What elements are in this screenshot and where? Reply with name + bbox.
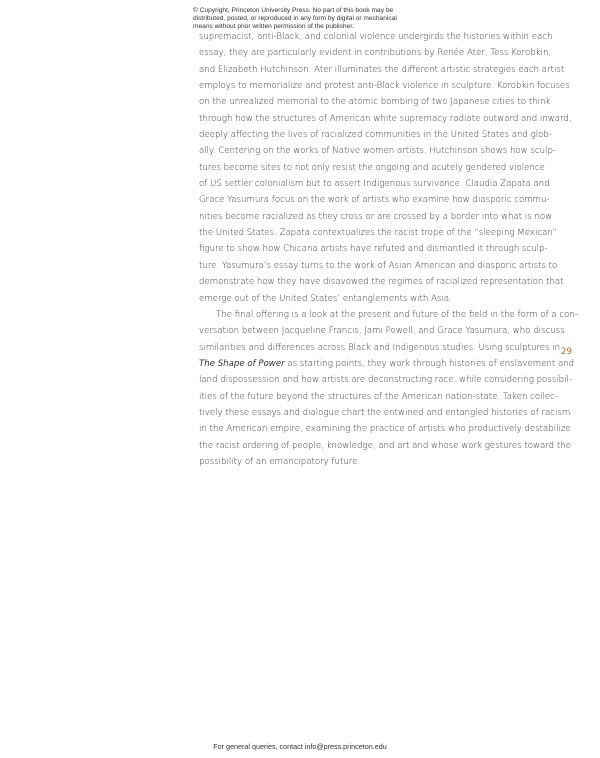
- copyright-line: means without prior written permission of the publisher.: [193, 23, 354, 30]
- copyright-notice: [193, 7, 433, 31]
- text-line: versation between Jacqueline Francis, Jami Powell, and Grace Yasumura, who discuss: [199, 326, 565, 337]
- text-line: Grace Yasumura focus on the work of artists who examine how diasporic commu-: [199, 195, 550, 206]
- footer-contact: For general queries, contact info@press.princeton.edu: [213, 742, 387, 751]
- text-line: and Elizabeth Hutchinson. Ater illuminates the different artistic strategies each artist: [199, 64, 565, 75]
- text-line: ally. Centering on the works of Native women artists, Hutchinson shows how sculp-: [199, 146, 557, 157]
- text-line: The final offering is a look at the present and future of the field in the form of a con-: [216, 309, 578, 320]
- text-line: the racist ordering of people, knowledge, and art and whose work gestures toward the: [199, 440, 571, 451]
- text-line: on the unrealized memorial to the atomic bombing of two Japanese cities to think: [199, 97, 551, 108]
- text-line: possibility of an emancipatory future.: [199, 456, 361, 467]
- book-title: The Shape of Power: [199, 358, 285, 369]
- text-line: ture. Yasumura’s essay turns to the work of Asian American and diasporic artists to: [199, 260, 558, 271]
- text-line: land dispossession and how artists are deconstructing race, while considering possibil-: [199, 375, 572, 386]
- text-line: similarities and differences across Black and Indigenous studies. Using sculptures in: [199, 342, 561, 353]
- text-line: demonstrate how they have disavowed the regimes of racialized representation that: [199, 277, 564, 288]
- text-line: ities of the future beyond the structures of the American nation-state. Taken collec-: [199, 391, 558, 402]
- text-line: tures become sites to not only resist the ongoing and acutely gendered violence: [199, 162, 545, 173]
- copyright-line: distributed, posted, or reproduced in any form by digital or mechanical: [193, 15, 397, 22]
- text-line: of US settler colonialism but to assert Indigenous survivance. Claudia Zapata and: [199, 179, 550, 190]
- text-line: figure to show how Chicana artists have refuted and dismantled it through sculp-: [199, 244, 548, 255]
- page-number: 29: [561, 347, 572, 357]
- text-line: nities become racialized as they cross or are crossed by a border into what is now: [199, 211, 553, 222]
- text-line: supremacist, anti-Black, and colonial violence undergirds the histories within each: [199, 32, 553, 42]
- copyright-line: © Copyright, Princeton University Press. No part of this book may be: [193, 7, 394, 14]
- text-line: essay, they are particularly evident in contributions by Renée Ater, Tess Korobkin,: [199, 48, 552, 59]
- text-line: through how the structures of American white supremacy radiate outward and inward,: [199, 113, 572, 124]
- text-line: tively these essays and dialogue chart the entwined and entangled histories of racism: [199, 407, 571, 418]
- text-line: employs to memorialize and protest anti-Black violence in sculpture. Korobkin focuses: [199, 81, 570, 92]
- text-line: deeply affecting the lives of racialized communities in the United States and glob-: [199, 130, 552, 141]
- text-fragment: as starting points, they work through histories of enslavement and: [284, 358, 575, 369]
- text-line: the United States. Zapata contextualizes the racist trope of the “sleeping Mexican”: [199, 228, 557, 239]
- text-line: in the American empire, examining the practice of artists who productively destabilize: [199, 424, 571, 435]
- text-line: [199, 356, 575, 372]
- text-line: emerge out of the United States’ entanglements with Asia.: [199, 293, 452, 304]
